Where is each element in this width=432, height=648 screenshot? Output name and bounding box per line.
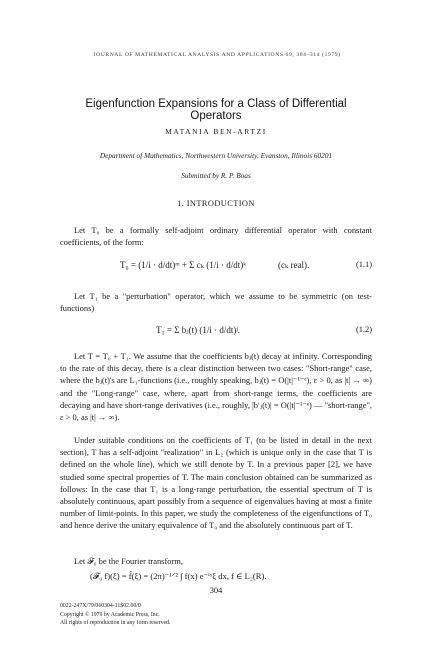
equation-1-1-body: T₀ = (1/i · d/dt)ᵐ + Σ cₖ (1/i · d/dt)ᵏ bbox=[120, 260, 247, 270]
equation-1-2 bbox=[60, 317, 372, 347]
page-number: 304 bbox=[209, 586, 223, 595]
footer-code: 0022-247X/79/060304-11$02.00/0 bbox=[60, 603, 141, 609]
footer-copyright: Copyright © 1979 by Academic Press, Inc. bbox=[60, 612, 160, 618]
paragraph-cases: Let T = T₀ + T₁. We assume that the coefficients bⱼ(t) decay at infinity. Corresponding to the rate of this decay, there is a clear distinction between two cases: "Short-range" case, where the bⱼ(t)'s are L₁-functions (i.e., roughly speaking, bⱼ(t) = O(|t|⁻¹⁻ᵉ), ε > 0, as |t| → ∞) and the "Long-range" case, where, apart from short-range terms, the coefficients are decaying and have short-range derivatives (i.e., roughly, |b′ⱼ(t)| = O(|t|⁻¹⁻ᵉ) — "short-range", ε > 0, as |t| → ∞). bbox=[60, 351, 372, 423]
equation-1-2-body: T₁ = Σ bⱼ(t) (1/i · d/dt)ʲ. bbox=[156, 325, 240, 335]
paragraph-realization: Under suitable conditions on the coefficients of T₁ (to be listed in detail in the next section), T has a self-adjoint "realization" in L₂ (which is unique only in the case that T is defined on the whole line), which we still denote by T. In a previous paper [2], we have studied some spectral properties of T. The main conclusion obtained can be summarized as follows: In the case that T₁ is a long-range perturbation, the essential spectrum of T is absolutely continuous, apart possibly from a sequence of eigenvalues having at most a finite number of limit-points. In this paper, we study the completeness of the eigenfunctions of T₀ and hence derive the unitary equivalence of T₀ and the absolutely continuous part of T. bbox=[60, 435, 372, 531]
footer-rights: All rights of reproduction in any form reserved. bbox=[60, 620, 171, 626]
equation-1-1-note: (cₖ real). bbox=[278, 260, 310, 270]
submitted-by: Submitted by R. P. Boas bbox=[181, 171, 251, 180]
section-heading: 1. INTRODUCTION bbox=[177, 199, 255, 208]
equation-fourier bbox=[60, 567, 372, 587]
article-title: Eigenfunction Expansions for a Class of Differential Operators bbox=[85, 98, 347, 122]
paragraph-fourier: Let 𝓕₀ be the Fourier transform, bbox=[74, 556, 183, 566]
equation-1-1 bbox=[60, 252, 372, 282]
paragraph-perturbation: Let T₁ be a "perturbation" operator, which we assume to be symmetric (on test-functions) bbox=[60, 291, 372, 314]
equation-fourier-body: (𝓕₀ f)(ξ) = f̂(ξ) = (2π)⁻¹ᐟ² ∫ f(x) e⁻ⁱˣξ dx, f ∈ L₂(R). bbox=[90, 571, 267, 581]
running-head: JOURNAL OF MATHEMATICAL ANALYSIS AND APPLICATIONS 69, 304–314 (1979) bbox=[93, 52, 341, 58]
author-name: MATANIA BEN-ARTZI bbox=[165, 127, 267, 136]
equation-1-1-number: (1.1) bbox=[355, 260, 372, 269]
paragraph-intro: Let T₀ be a formally self-adjoint ordinary differential operator with constant coefficients, of the form: bbox=[60, 225, 372, 248]
author-affiliation: Department of Mathematics, Northwestern University, Evanston, Illinois 60201 bbox=[99, 151, 333, 160]
equation-1-2-number: (1.2) bbox=[355, 325, 372, 334]
